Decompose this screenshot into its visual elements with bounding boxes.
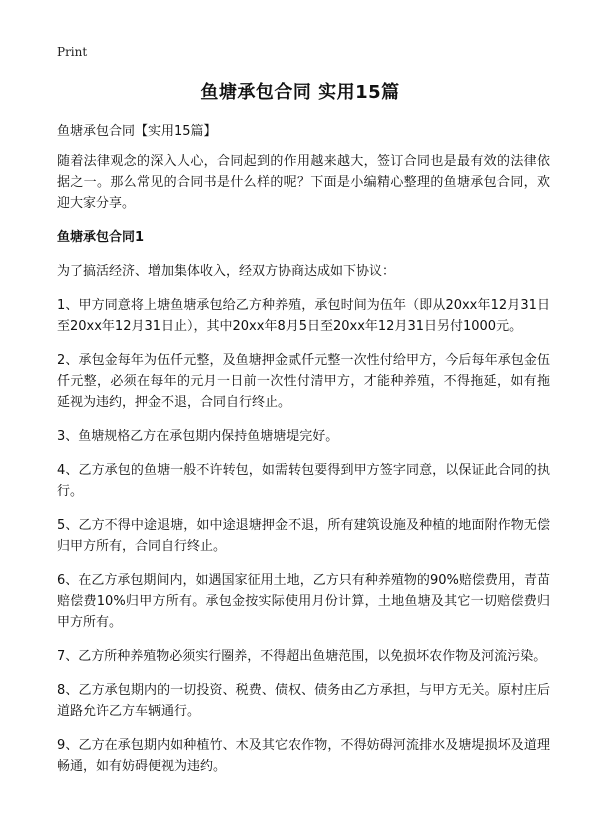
clause-paragraph: 4、乙方承包的鱼塘一般不许转包，如需转包要得到甲方签字同意，以保证此合同的执行。 (57, 463, 550, 499)
print-link[interactable]: Print (57, 45, 88, 59)
intro-paragraph: 随着法律观念的深入人心，合同起到的作用越来越大，签订合同也是最有效的法律依据之一。那么常见的合同书是什么样的呢？下面是小编精心整理的鱼塘承包合同，欢迎大家分享。 (57, 154, 550, 211)
page-title: 鱼塘承包合同 实用15篇 (200, 82, 400, 103)
clause-paragraph: 3、鱼塘规格乙方在承包期内保持鱼塘塘堤完好。 (57, 429, 339, 444)
clause-paragraph: 5、乙方不得中途退塘，如中途退塘押金不退，所有建筑设施及种植的地面附作物无偿归甲方所有，合同自行终止。 (57, 518, 550, 554)
clause-paragraph: 2、承包金每年为伍仟元整，及鱼塘押金贰仟元整一次性付给甲方，今后每年承包金伍仟元整，必须在每年的元月一日前一次性付清甲方，才能种养殖，不得拖延，如有拖延视为违约，押金不退，合同自行终止。 (57, 353, 550, 410)
clause-paragraph: 9、乙方在承包期内如种植竹、木及其它农作物，不得妨碍河流排水及塘堤损坏及道理畅通，如有妨碍便视为违约。 (57, 738, 550, 774)
clause-paragraph: 7、乙方所种养殖物必须实行圈养，不得超出鱼塘范围，以免损坏农作物及河流污染。 (57, 649, 547, 664)
clause-paragraph: 8、乙方承包期内的一切投资、税费、债权、债务由乙方承担，与甲方无关。原村庄后道路允许乙方车辆通行。 (57, 683, 550, 719)
document-body (57, 121, 550, 790)
document-subtitle: 鱼塘承包合同【实用15篇】 (57, 124, 217, 139)
lead-paragraph: 为了搞活经济、增加集体收入，经双方协商达成如下协议： (57, 264, 396, 279)
clause-paragraph: 6、在乙方承包期间内，如遇国家征用土地，乙方只有种养殖物的90%赔偿费用，青苗赔偿费10%归甲方所有。承包金按实际使用月份计算，土地鱼塘及其它一切赔偿费归甲方所有。 (57, 573, 550, 630)
section-heading: 鱼塘承包合同1 (57, 230, 145, 245)
clause-paragraph: 1、甲方同意将上塘鱼塘承包给乙方种养殖，承包时间为伍年（即从20xx年12月31日至20xx年12月31日止），其中20xx年8月5日至20xx年12月31日另付1000元。 (57, 298, 550, 334)
